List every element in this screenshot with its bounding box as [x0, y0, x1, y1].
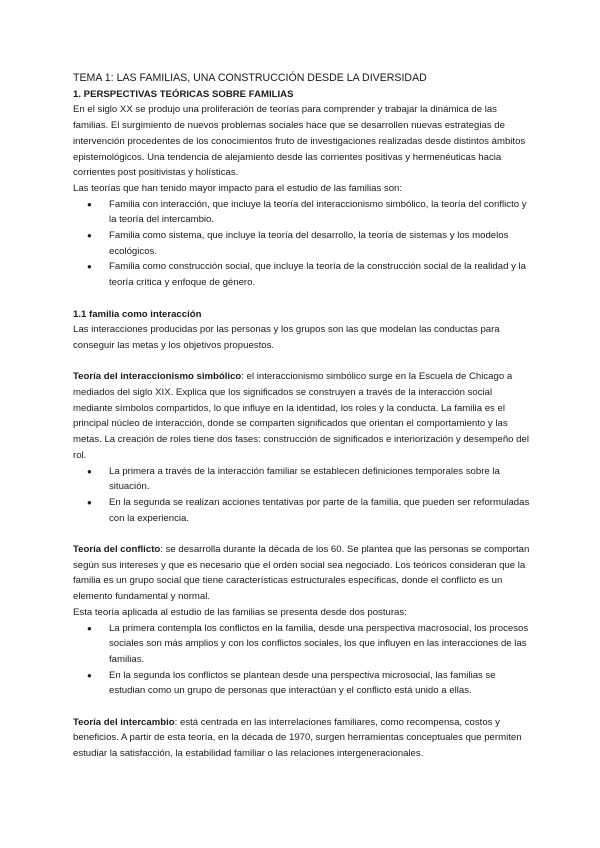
theory-list [73, 197, 533, 291]
term-conflicto: Teoría del conflicto [73, 544, 161, 556]
bullet-icon: ● [87, 262, 92, 272]
conflicto-list [73, 621, 533, 700]
bullet-icon: ● [87, 670, 92, 680]
list-item: ● En la segunda se realizan acciones tentativas por parte de la familia, que pueden ser reformuladas con la experiencia. [87, 496, 530, 524]
bullet-icon: ● [87, 231, 92, 241]
list-item: ● En la segunda los conflictos se plantean desde una perspectiva microsocial, las familias se estudian como un grupo de personas que interactúan y el conflicto está unido a ellas. [87, 669, 496, 697]
paragraph-simbolico: Teoría del interaccionismo simbólico: el interaccionismo simbólico surge en la Escuela de Chicago a mediados del siglo XIX. Explica que los significados se construyen a través de la interacción social mediante símbolos compartidos, lo que influye en la identidad, los roles y la conducta. La familia es el principal núcleo de interacción, donde se comparten significados que orientan el comportamiento y las metas. La creación de roles tiene dos fases: construcción de significados e interiorización y desempeño del rol. [73, 371, 529, 461]
paragraph-interaccion: Las interacciones producidas por las personas y los grupos son las que modelan las conductas para conseguir las metas y los objetivos propuestos. [73, 324, 500, 351]
list-item: ● La primera a través de la interacción familiar se establecen definiciones temporales sobre la situación. [87, 465, 500, 493]
paragraph-intercambio: Teoría del intercambio: está centrada en las interrelaciones familiares, como recompensa, costos y beneficios. A partir de esta teoría, en la década de 1970, surgen herramientas conceptuales que permiten estudiar la satisfacción, la estabilidad familiar o las relaciones intergeneracionales. [73, 716, 522, 760]
paragraph-lead: Las teorías que han tenido mayor impacto para el estudio de las familias son: [73, 182, 403, 194]
list-item: ● Familia con interacción, que incluye la teoría del interaccionismo simbólico, la teoría del conflicto y la teoría del intercambio. [87, 198, 527, 226]
term-simbolico: Teoría del interaccionismo simbólico [73, 371, 242, 383]
term-intercambio: Teoría del intercambio [73, 716, 175, 728]
paragraph-intro: En el siglo XX se produjo una proliferación de teorías para comprender y trabajar la dinámica de las familias. El surgimiento de nuevos problemas sociales hace que se desarrollen nuevas estrategias de intervención procedentes de los conocimientos fruto de investigaciones realizadas desde distintos ámbitos epistemológicos. Una tendencia de alejamiento desde las corrientes positivas y hermenéuticas hacia corrientes post positivistas y holísticas. [73, 104, 526, 179]
bullet-icon: ● [87, 623, 92, 633]
bullet-icon: ● [87, 466, 92, 476]
list-item: ● Familia como sistema, que incluye la teoría del desarrollo, la teoría de sistemas y los modelos ecológicos. [87, 230, 509, 257]
list-item: ● La primera contempla los conflictos en la familia, desde una perspectiva macrosocial, los procesos sociales son más amplios y con los conflictos sociales, los que influyen en las interacciones de las familias. [87, 622, 529, 665]
bullet-icon: ● [87, 199, 92, 209]
section-heading-interaccion: 1.1 familia como interacción [73, 308, 202, 320]
document-title: TEMA 1: LAS FAMILIAS, UNA CONSTRUCCIÓN DESDE LA DIVERSIDAD [73, 72, 427, 84]
section-heading-perspectivas: 1. PERSPECTIVAS TEÓRICAS SOBRE FAMILIAS [73, 88, 294, 100]
simbolico-list [73, 464, 533, 527]
list-item: ● Familia como construcción social, que incluye la teoría de la construcción social de la realidad y la teoría crítica y enfoque de género. [87, 261, 527, 289]
paragraph-conflicto: Teoría del conflicto: se desarrolla durante la década de los 60. Se plantea que las personas se comportan según sus intereses y que es necesario que el orden social sea negociado. Los teóricos consideran que la familia es un grupo social que tiene características estructurales específicas, donde el conflicto es un elemento fundamental y normal. [73, 544, 530, 603]
paragraph-conflicto-lead: Esta teoría aplicada al estudio de las familias se presenta desde dos posturas: [73, 606, 407, 618]
document-page [73, 71, 533, 762]
bullet-icon: ● [87, 497, 92, 507]
